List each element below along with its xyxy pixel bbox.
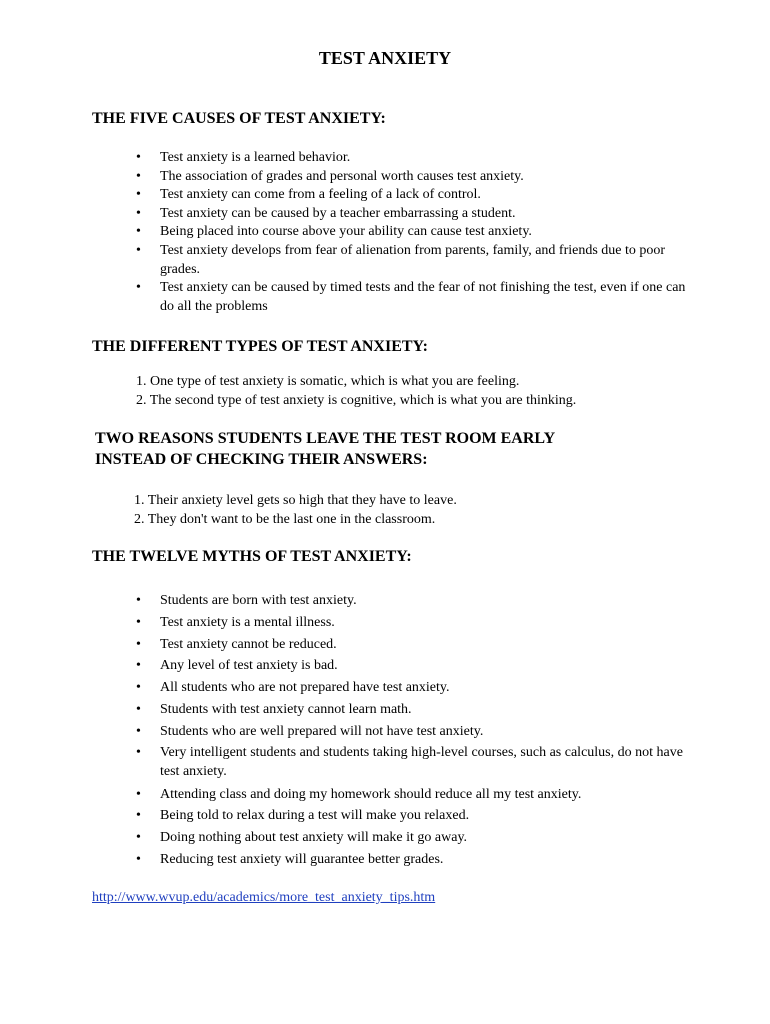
list-item: 2. The second type of test anxiety is cognitive, which is what you are thinking. — [136, 392, 577, 408]
list-item: • Doing nothing about test anxiety will make it go away. — [136, 827, 686, 849]
list-item: • Very intelligent students and students taking high-level courses, such as calculus, do not have test anxiety. — [136, 743, 686, 782]
list-item: 1. Their anxiety level gets so high that they have to leave. — [134, 493, 457, 508]
list-item: • Students are born with test anxiety. — [136, 590, 686, 612]
list-item: • All students who are not prepared have test anxiety. — [136, 677, 686, 699]
reasons-heading-line-2: INSTEAD OF CHECKING THEIR ANSWERS: — [95, 451, 428, 468]
list-item: • Students with test anxiety cannot learn math. — [136, 699, 686, 721]
types-list — [136, 373, 696, 410]
myths-heading: THE TWELVE MYTHS OF TEST ANXIETY: — [92, 548, 412, 565]
list-item: • Being told to relax during a test will make you relaxed. — [136, 805, 686, 827]
list-item: • The association of grades and personal worth causes test anxiety. — [136, 168, 696, 187]
source-link[interactable]: http://www.wvup.edu/academics/more_test_anxiety_tips.htm — [92, 890, 436, 905]
list-item: 1. One type of test anxiety is somatic, which is what you are feeling. — [136, 374, 520, 389]
reasons-heading — [95, 428, 555, 470]
list-item: • Any level of test anxiety is bad. — [136, 655, 686, 677]
list-item: • Test anxiety can come from a feeling of a lack of control. — [136, 186, 696, 205]
list-item: 2. They don't want to be the last one in the classroom. — [134, 511, 436, 527]
reasons-heading-line-1: TWO REASONS STUDENTS LEAVE THE TEST ROOM EARLY — [95, 430, 556, 447]
reasons-list — [134, 492, 694, 529]
list-item: • Test anxiety is a learned behavior. — [136, 149, 696, 168]
list-item: • Test anxiety can be caused by a teacher embarrassing a student. — [136, 205, 696, 224]
list-item: • Test anxiety cannot be reduced. — [136, 634, 686, 656]
list-item: • Test anxiety is a mental illness. — [136, 612, 686, 634]
list-item: • Test anxiety develops from fear of alienation from parents, family, and friends due to poor grades. — [136, 242, 696, 279]
types-heading: THE DIFFERENT TYPES OF TEST ANXIETY: — [92, 338, 428, 355]
list-item: • Students who are well prepared will not have test anxiety. — [136, 721, 686, 743]
page-title: TEST ANXIETY — [318, 48, 452, 68]
list-item: • Reducing test anxiety will guarantee better grades. — [136, 849, 686, 871]
list-item: • Test anxiety can be caused by timed tests and the fear of not finishing the test, even if one can do all the problems — [136, 279, 696, 316]
causes-list — [136, 149, 696, 316]
list-item: • Attending class and doing my homework should reduce all my test anxiety. — [136, 784, 686, 806]
list-item: • Being placed into course above your ability can cause test anxiety. — [136, 223, 696, 242]
myths-list — [136, 590, 686, 871]
causes-heading: THE FIVE CAUSES OF TEST ANXIETY: — [92, 110, 386, 127]
